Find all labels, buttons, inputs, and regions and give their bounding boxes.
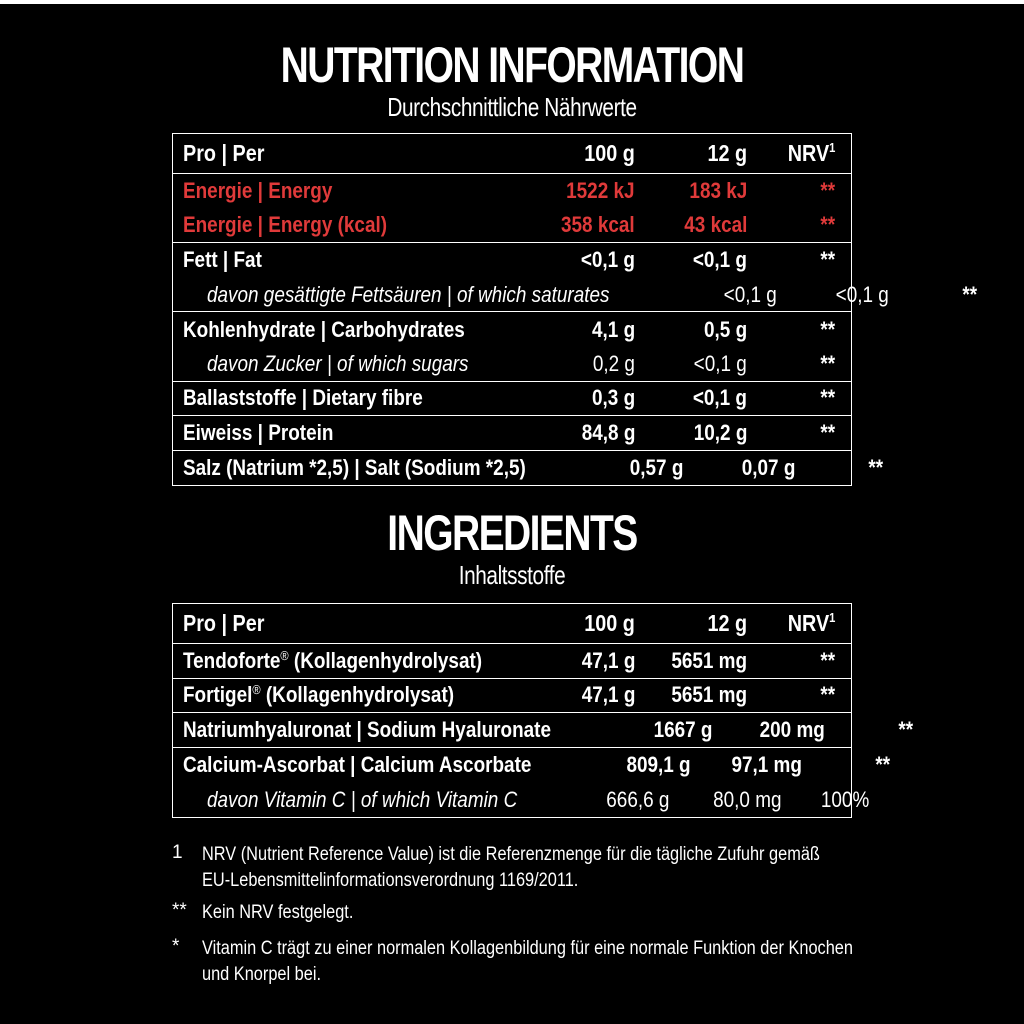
value-nrv: **	[868, 455, 884, 481]
value-100g: 0,2 g	[592, 350, 635, 376]
header-nrv: NRV$^1$	[787, 610, 835, 636]
row-label: Tendoforte® (Kollagenhydrolysat)	[183, 647, 483, 673]
header-100g: 100 g	[584, 610, 635, 636]
value-12g: 10,2 g	[693, 419, 747, 445]
footnote-mark: 1	[172, 842, 183, 863]
value-12g: 183 kJ	[689, 178, 747, 204]
value-nrv: **	[820, 682, 835, 708]
nutrition-title: NUTRITION INFORMATION	[280, 37, 744, 93]
value-100g: 809,1 g	[625, 752, 691, 778]
value-100g: 0,3 g	[591, 385, 635, 411]
table-row-saturates	[173, 278, 977, 313]
table-row-energy-kj	[173, 174, 851, 209]
value-100g: 358 kcal	[561, 212, 635, 238]
row-label: Eiweiss | Protein	[183, 419, 334, 445]
row-label: Natriumhyaluronat | Sodium Hyaluronate	[183, 716, 551, 742]
value-12g: 5651 mg	[671, 682, 747, 708]
value-12g: 80,0 mg	[713, 786, 782, 812]
value-100g: 1522 kJ	[566, 178, 635, 204]
value-12g: <0,1 g	[693, 350, 747, 376]
row-label: davon Vitamin C | of which Vitamin C	[207, 786, 518, 812]
value-nrv: **	[820, 212, 835, 238]
table-row-energy-kcal	[173, 209, 851, 244]
value-12g: 97,1 mg	[731, 752, 803, 778]
value-nrv: **	[820, 385, 835, 411]
value-nrv: **	[962, 281, 977, 307]
value-nrv: **	[820, 247, 835, 273]
ingredients-table	[172, 603, 913, 818]
nutrition-subtitle: Durchschnittliche Nährwerte	[387, 92, 637, 122]
footnote-line: EU-Lebensmittelinformationsverordnung 1169/2011.	[202, 870, 579, 891]
footnote-no-nrv	[172, 900, 378, 926]
value-12g: <0,1 g	[692, 247, 747, 273]
row-label: Kohlenhydrate | Carbohydrates	[183, 316, 465, 342]
header-pro-per: Pro | Per	[183, 610, 265, 636]
footnote-line: und Knorpel bei.	[202, 964, 322, 985]
value-12g: 0,5 g	[703, 316, 747, 342]
row-label: Energie | Energy (kcal)	[183, 212, 388, 238]
header-nrv: NRV$^1$	[787, 140, 835, 166]
table-row-sugars	[173, 347, 851, 382]
row-label: Fett | Fat	[183, 247, 262, 273]
value-12g: <0,1 g	[835, 281, 889, 307]
value-nrv: **	[820, 316, 835, 342]
table-row-hyaluronate	[173, 713, 913, 748]
ingredients-subtitle: Inhaltsstoffe	[458, 560, 566, 590]
header-12g: 12 g	[707, 140, 747, 166]
table-row-tendoforte	[173, 644, 851, 679]
row-label: davon gesättigte Fettsäuren | of which saturates	[207, 281, 610, 307]
row-label: Fortigel® (Kollagenhydrolysat)	[183, 682, 455, 708]
value-100g: 666,6 g	[606, 786, 670, 812]
footnote-mark: **	[172, 900, 187, 921]
table-row-fibre	[173, 382, 851, 417]
table-header-row	[173, 604, 851, 644]
header-100g: 100 g	[584, 140, 635, 166]
row-label: Energie | Energy	[183, 178, 333, 204]
value-12g: 5651 mg	[671, 647, 747, 673]
row-label: davon Zucker | of which sugars	[207, 350, 469, 376]
value-100g: 0,57 g	[629, 455, 684, 481]
table-row-calcium-ascorbate	[173, 748, 891, 783]
value-nrv: **	[820, 178, 835, 204]
footnote-line: NRV (Nutrient Reference Value) ist die Referenzmenge für die tägliche Zufuhr gemäß	[202, 844, 820, 865]
footnote-vitamin-c	[172, 936, 959, 988]
value-nrv: **	[820, 647, 835, 673]
value-nrv: **	[820, 419, 835, 445]
value-100g: 47,1 g	[581, 647, 635, 673]
nutrition-table	[172, 133, 977, 486]
header-12g: 12 g	[707, 610, 747, 636]
footnote-nrv	[172, 842, 920, 894]
value-12g: 200 mg	[759, 716, 825, 742]
footnote-line: Vitamin C trägt zu einer normalen Kollagenbildung für eine normale Funktion der Knochen	[202, 938, 853, 959]
value-nrv: 100%	[821, 786, 870, 812]
row-label: Salz (Natrium *2,5) | Salt (Sodium *2,5)	[183, 455, 526, 481]
footnote-line: Kein NRV festgelegt.	[202, 902, 354, 923]
table-row-vitamin-c	[173, 782, 870, 817]
header-pro-per: Pro | Per	[183, 140, 265, 166]
value-100g: 47,1 g	[581, 682, 635, 708]
row-label: Ballaststoffe | Dietary fibre	[183, 385, 423, 411]
value-nrv: **	[898, 716, 913, 742]
value-nrv: **	[820, 350, 835, 376]
table-row-protein	[173, 416, 851, 451]
value-12g: 43 kcal	[683, 212, 747, 238]
value-nrv: **	[875, 752, 891, 778]
table-row-fat	[173, 243, 851, 278]
value-100g: <0,1 g	[580, 247, 635, 273]
value-12g: <0,1 g	[692, 385, 747, 411]
value-100g: 4,1 g	[591, 316, 635, 342]
table-row-fortigel	[173, 679, 851, 714]
top-border	[0, 0, 1024, 4]
table-row-carbohydrates	[173, 312, 851, 347]
value-12g: 0,07 g	[741, 455, 796, 481]
table-row-salt	[173, 451, 884, 486]
table-header-row	[173, 134, 851, 174]
value-100g: 84,8 g	[581, 419, 635, 445]
value-100g: <0,1 g	[723, 281, 777, 307]
value-100g: 1667 g	[653, 716, 713, 742]
footnote-mark: *	[172, 936, 180, 957]
ingredients-title: INGREDIENTS	[387, 505, 637, 561]
row-label: Calcium-Ascorbat | Calcium Ascorbate	[183, 752, 532, 778]
